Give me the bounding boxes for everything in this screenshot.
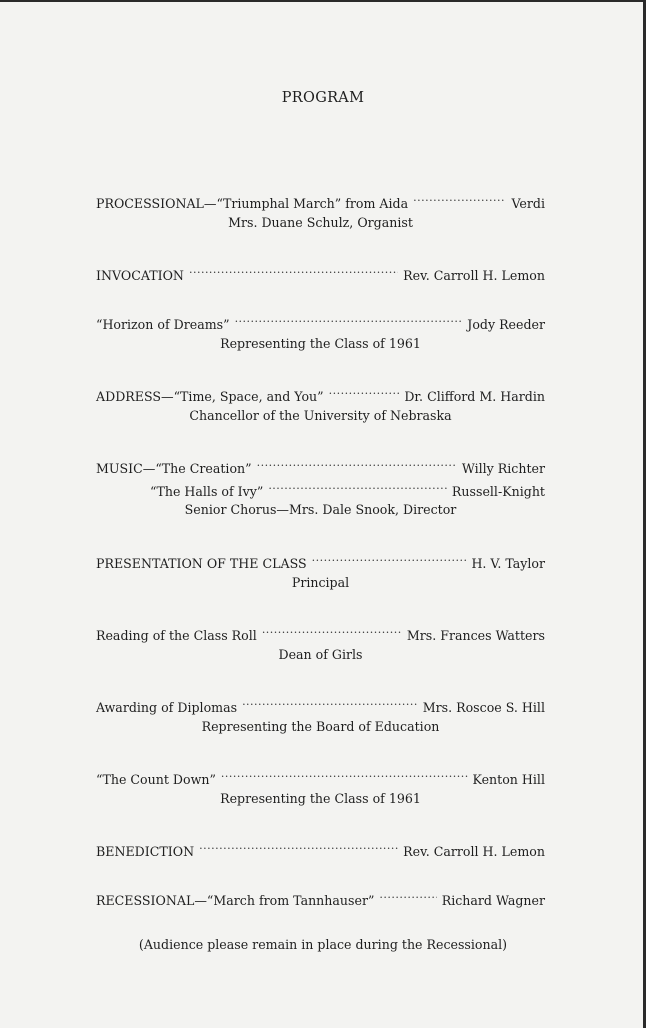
item-subline: Chancellor of the University of Nebraska [189, 408, 452, 423]
leader-dots [268, 480, 447, 496]
leader-dots [257, 457, 457, 473]
item-title: ADDRESS—“Time, Space, and You” [96, 389, 324, 404]
leader-dots [379, 889, 436, 905]
item-performer: H. V. Taylor [471, 556, 545, 571]
leader-dots [199, 840, 398, 856]
item-performer: Rev. Carroll H. Lemon [403, 268, 545, 283]
item-title: “Horizon of Dreams” [96, 317, 230, 332]
item-subline: Dean of Girls [278, 647, 363, 662]
item-performer: Willy Richter [461, 461, 545, 476]
program-item-recessional [96, 889, 545, 909]
item-performer: Mrs. Frances Watters [406, 628, 545, 643]
program-item-count-down [96, 768, 545, 788]
item-title: “The Count Down” [96, 772, 216, 787]
audience-note: (Audience please remain in place during the Recessional) [138, 937, 508, 952]
item-performer: Jody Reeder [467, 317, 545, 332]
page-top-edge [0, 0, 646, 2]
program-item-diplomas [96, 696, 545, 716]
item-title: BENEDICTION [96, 844, 195, 859]
program-item-music [96, 457, 545, 477]
leader-dots [221, 768, 468, 784]
item-performer: Russell-Knight [451, 484, 545, 499]
item-title: RECESSIONAL—“March from Tannhauser” [96, 893, 375, 908]
program-item-address [96, 385, 545, 405]
program-item-halls-of-ivy [150, 480, 545, 500]
leader-dots [189, 264, 398, 280]
page-title: PROGRAM [281, 90, 365, 106]
program-item-presentation [96, 552, 545, 572]
program-item-class-roll [96, 624, 545, 644]
item-title: Reading of the Class Roll [96, 628, 257, 643]
item-performer: Rev. Carroll H. Lemon [403, 844, 545, 859]
program-item-benediction [96, 840, 545, 860]
leader-dots [312, 552, 467, 568]
item-title: INVOCATION [96, 268, 184, 283]
item-subline: Representing the Class of 1961 [220, 336, 421, 351]
leader-dots [235, 313, 463, 329]
leader-dots [242, 696, 418, 712]
program-item-processional [96, 192, 545, 212]
item-subline: Senior Chorus—Mrs. Dale Snook, Director [184, 502, 457, 517]
program-item-invocation [96, 264, 545, 284]
item-subline: Mrs. Duane Schulz, Organist [228, 215, 413, 230]
leader-dots [262, 624, 402, 640]
program-item-horizon-of-dreams [96, 313, 545, 333]
item-title: PROCESSIONAL—“Triumphal March” from Aida [96, 196, 409, 211]
item-performer: Kenton Hill [472, 772, 545, 787]
leader-dots [329, 385, 400, 401]
item-performer: Richard Wagner [441, 893, 545, 908]
item-subline: Representing the Board of Education [201, 719, 440, 734]
item-title: “The Halls of Ivy” [150, 484, 264, 499]
item-subline: Representing the Class of 1961 [220, 791, 421, 806]
item-performer: Mrs. Roscoe S. Hill [422, 700, 545, 715]
leader-dots [413, 192, 506, 208]
item-subline: Principal [291, 575, 350, 590]
item-title: MUSIC—“The Creation” [96, 461, 252, 476]
item-title: PRESENTATION OF THE CLASS [96, 556, 307, 571]
item-performer: Dr. Clifford M. Hardin [404, 389, 545, 404]
item-performer: Verdi [511, 196, 545, 211]
item-title: Awarding of Diplomas [96, 700, 238, 715]
